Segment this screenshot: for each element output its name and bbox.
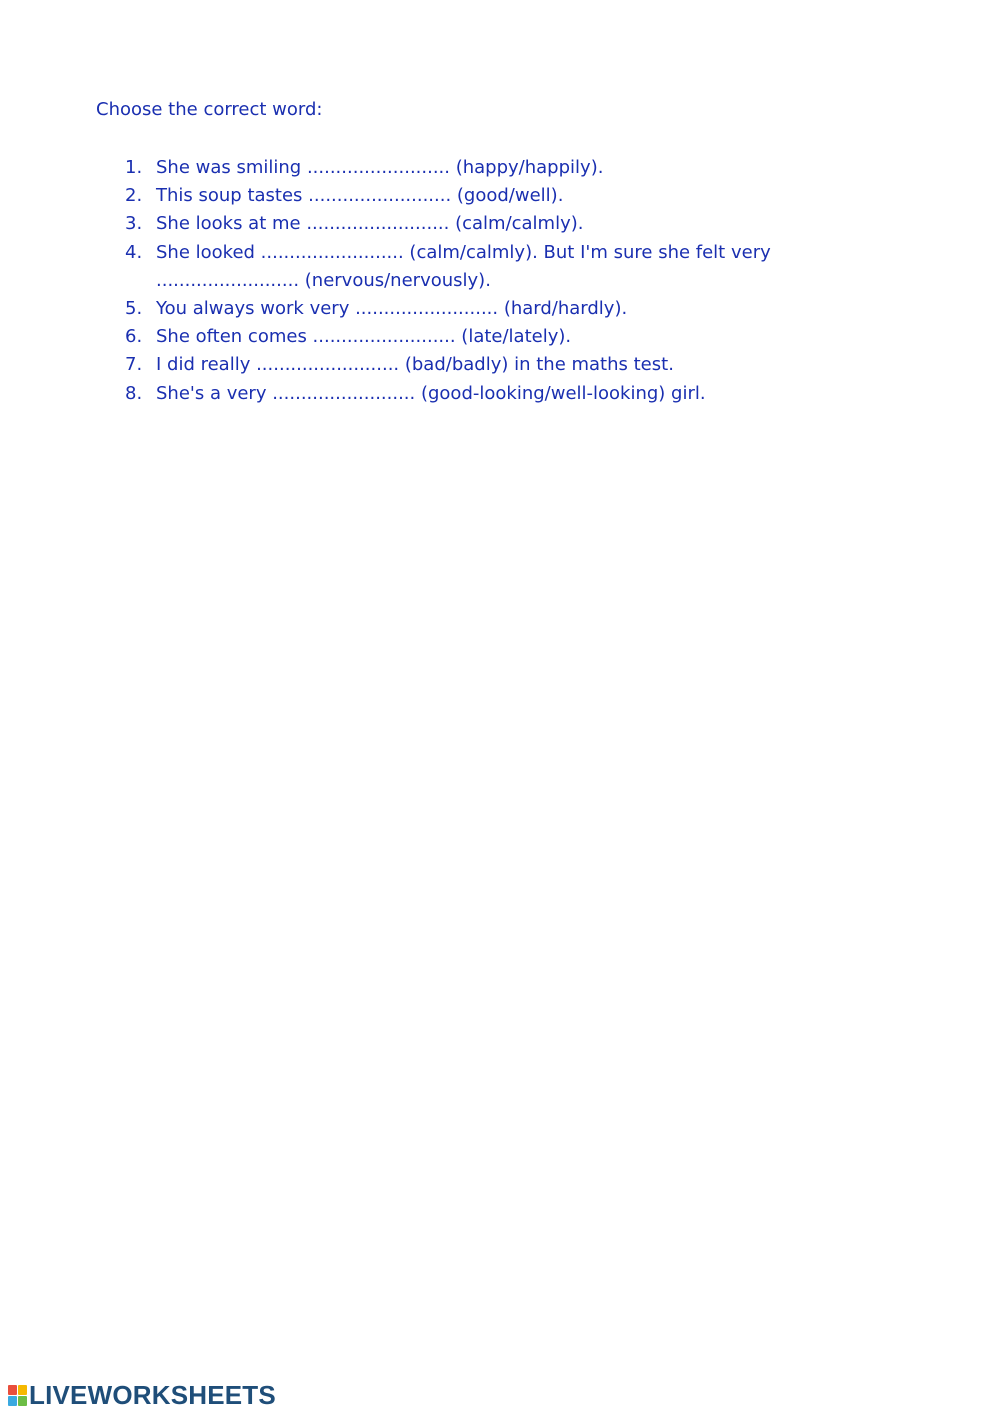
exercise-item-2: [125, 182, 845, 210]
logo-square-red: [8, 1385, 17, 1395]
item-number: 7.: [125, 354, 143, 376]
logo-text: LIVEWORKSHEETS: [29, 1379, 276, 1410]
item-sentence: You always work very ......................... (hard/hardly).: [156, 298, 628, 320]
item-sentence: She was smiling ......................... (happy/happily).: [156, 157, 604, 178]
item-number: 1.: [125, 157, 143, 178]
item-sentence: She's a very ......................... (good-looking/well-looking) girl.: [156, 382, 706, 404]
item-sentence-continued: ......................... (nervous/nervously).: [156, 269, 491, 291]
exercise-item-3: [125, 210, 845, 238]
exercise-item-8: [125, 380, 845, 408]
liveworksheets-logo-icon: [8, 1385, 27, 1406]
exercise-item-5: [125, 295, 845, 323]
item-sentence: I did really ......................... (bad/badly) in the maths test.: [156, 354, 674, 376]
exercise-item-7: [125, 351, 845, 379]
instruction-heading: Choose the correct word:: [96, 99, 323, 120]
item-number: 3.: [125, 213, 143, 235]
item-sentence: She looked ......................... (calm/calmly). But I'm sure she felt very: [156, 241, 771, 263]
item-sentence: She looks at me ......................... (calm/calmly).: [156, 213, 584, 235]
item-number: 6.: [125, 326, 143, 348]
liveworksheets-logo: [8, 1380, 276, 1410]
exercise-item-1: [125, 154, 845, 182]
exercise-list: [125, 154, 845, 408]
logo-square-green: [18, 1396, 27, 1406]
item-number: 4.: [125, 241, 143, 263]
exercise-item-6: [125, 323, 845, 351]
item-number: 2.: [125, 185, 143, 207]
item-number: 8.: [125, 382, 143, 404]
item-number: 5.: [125, 298, 143, 320]
item-sentence: She often comes ......................... (late/lately).: [156, 326, 572, 348]
exercise-item-4: [125, 239, 845, 295]
item-sentence: This soup tastes ......................... (good/well).: [156, 185, 564, 207]
logo-square-blue: [8, 1396, 17, 1406]
logo-square-yellow: [18, 1385, 27, 1395]
